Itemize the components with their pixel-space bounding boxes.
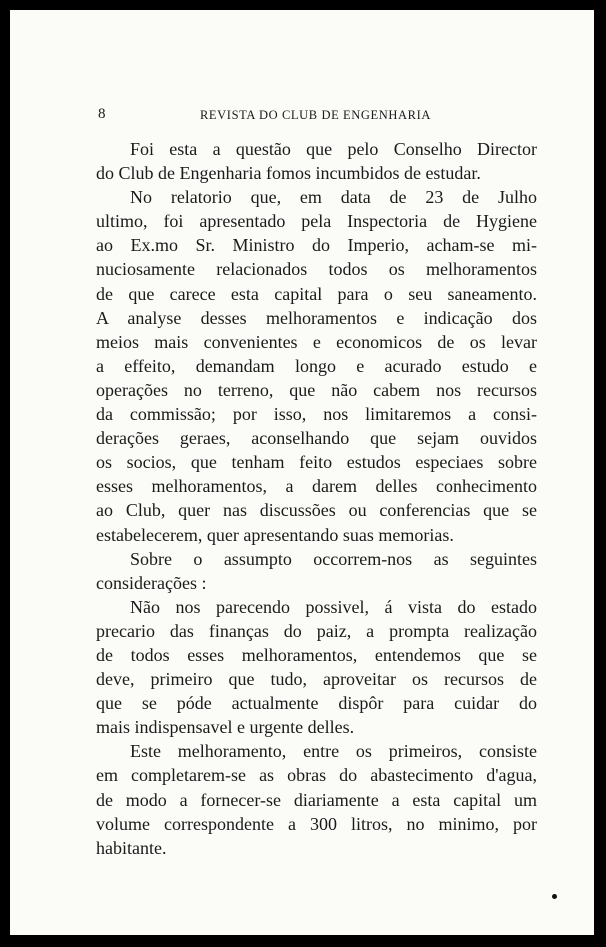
text-line: ultimo, foi apresentado pela Inspectoria de Hygiene	[96, 211, 537, 232]
paragraph	[96, 739, 537, 859]
text-line: em completarem-se as obras do abastecimento d'agua,	[96, 765, 537, 786]
text-line: Não nos parecendo possivel, á vista do estado	[130, 596, 537, 617]
text-line: Sobre o assumpto occorrem-nos as seguintes	[130, 548, 537, 569]
running-title: REVISTA DO CLUB DE ENGENHARIA	[200, 108, 431, 122]
paragraph	[96, 547, 537, 595]
text-line: ao Club, quer nas discussões ou conferencias que se	[96, 500, 537, 521]
text-line: a effeito, demandam longo e acurado estudo e	[96, 355, 537, 376]
text-line: operações no terreno, que não cabem nos recursos	[96, 379, 537, 400]
text-line: Foi esta a questão que pelo Conselho Director	[130, 139, 537, 159]
page-header	[98, 106, 538, 126]
text-line: precario das finanças do paiz, a prompta realização	[96, 620, 537, 641]
text-line: ao Ex.mo Sr. Ministro do Imperio, acham-se mi-	[96, 235, 537, 256]
text-line: derações geraes, aconselhando que sejam ouvidos	[96, 428, 537, 449]
text-line: meios mais convenientes e economicos de os levar	[96, 331, 537, 352]
text-line: do Club de Engenharia fomos incumbidos de estudar.	[96, 163, 481, 184]
book-page	[10, 10, 594, 935]
text-line: A analyse desses melhoramentos e indicação dos	[96, 307, 537, 328]
text-line: volume correspondente a 300 litros, no minimo, por	[96, 813, 537, 834]
paragraph	[96, 595, 537, 740]
text-line: No relatorio que, em data de 23 de Julho	[130, 187, 537, 208]
text-line: nuciosamente relacionados todos os melhoramentos	[96, 259, 537, 280]
text-line: considerações :	[96, 572, 207, 593]
text-line: de modo a fornecer-se diariamente a esta capital um	[96, 789, 537, 810]
paragraph	[96, 137, 537, 185]
text-line: de todos esses melhoramentos, entendemos que se	[96, 644, 537, 665]
text-line: esses melhoramentos, a darem delles conhecimento	[96, 476, 537, 497]
text-line: habitante.	[96, 837, 167, 858]
paragraph	[96, 185, 537, 546]
text-line: deve, primeiro que tudo, aproveitar os recursos de	[96, 669, 537, 690]
text-line: Este melhoramento, entre os primeiros, consiste	[130, 741, 537, 762]
text-line: que se póde actualmente dispôr para cuidar do	[96, 693, 537, 714]
text-line: mais indispensavel e urgente delles.	[96, 717, 355, 738]
ink-speck	[552, 894, 557, 899]
text-line: de que carece esta capital para o seu saneamento.	[96, 283, 537, 304]
page-number: 8	[98, 106, 107, 122]
text-line: da commissão; por isso, nos limitaremos a consi-	[96, 404, 537, 425]
text-line: estabelecerem, quer apresentando suas memorias.	[96, 524, 454, 545]
text-line: os socios, que tenham feito estudos especiaes sobre	[96, 452, 537, 473]
body-text	[96, 137, 537, 860]
